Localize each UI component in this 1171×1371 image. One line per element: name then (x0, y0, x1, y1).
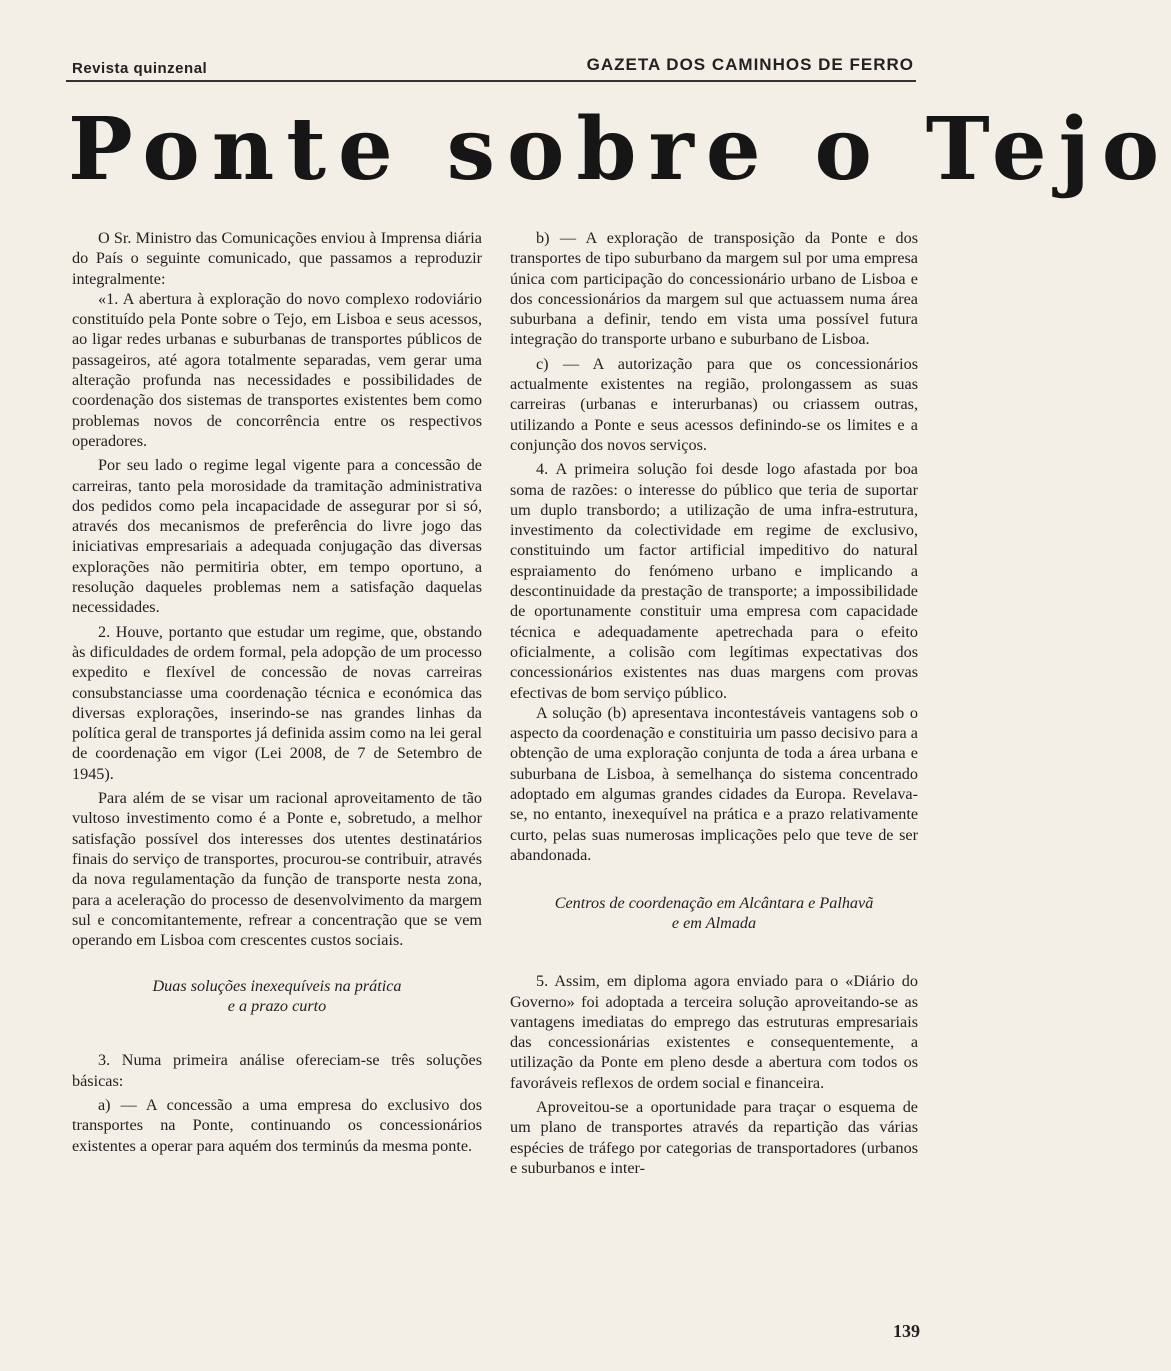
section-subheading (510, 893, 918, 933)
paragraph: Para além de se visar um racional aproveitamento de tão vultoso investimento como é a Ponte e, sobretudo, a melhor satisfação possível dos interesses dos utentes destinatários finais do serviço de transportes, procurou-se contribuir, através da nova regulamentação da função de transporte nesta zona, para a aceleração do processo de desenvolvimento da margem sul e concomitantemente, refrear a concentração que se vem operando em Lisboa com crescentes custos sociais. (72, 789, 482, 950)
subheading-line: e a prazo curto (227, 997, 327, 1016)
magazine-subtitle: Revista quinzenal (72, 60, 208, 77)
subheading-line: Centros de coordenação em Alcântara e Palhavã (554, 894, 874, 913)
paragraph: c) — A autorização para que os concessionários actualmente existentes na região, prolongassem as suas carreiras (urbanas e interurbanas) ou criassem outras, utilizando a Ponte e seus acessos definindo-se os limites e a conjunção dos novos serviços. (510, 354, 918, 454)
paragraph: a) — A concessão a uma empresa do exclusivo dos transportes na Ponte, continuando os concessionários existentes a operar para aquém dos terminús da mesma ponte. (72, 1095, 482, 1155)
paragraph: 3. Numa primeira análise ofereciam-se três soluções básicas: (72, 1051, 482, 1090)
paragraph: Aproveitou-se a oportunidade para traçar o esquema de um plano de transportes através da repartição das várias espécies de tráfego por categorias de transportadores (urbanos e suburbanos e inter- (510, 1097, 918, 1177)
paragraph: b) — A exploração de transposição da Ponte e dos transportes de tipo suburbano da margem sul por uma empresa única com participação do concessionário urbano de Lisboa e dos concessionários da margem sul que actuassem numa área suburbana a definir, tendo em vista uma possível futura integração do transporte urbano e suburbano de Lisboa. (510, 229, 918, 349)
paragraph: Por seu lado o regime legal vigente para a concessão de carreiras, tanto pela morosidade da tramitação administrativa dos pedidos como pela incapacidade de assegurar por si só, através dos mecanismos de preferência do livre jogo das iniciativas empresariais a adequada conjugação das diversas explorações não permitiria obter, em tempo oportuno, a resolução daqueles problemas nem a satisfação daquelas necessidades. (72, 456, 482, 617)
magazine-title: GAZETA DOS CAMINHOS DE FERRO (586, 55, 914, 74)
paragraph: 4. A primeira solução foi desde logo afastada por boa soma de razões: o interesse do público que teria de suportar um duplo transbordo; a utilização de uma infra-estrutura, investimento da colectividade em regime de exclusivo, constituindo um factor artificial impeditivo do natural espraiamento do fenómeno urbano e implicando a descontinuidade da prestação de transporte; a impossibilidade de oportunamente constituir uma empresa com capacidade técnica e adequadamente apetrechada para o efeito oficialmente, a colisão com legítimas expectativas dos concessionários existentes nas duas margens com provas efectivas de bom serviço público. (510, 460, 918, 702)
left-column (72, 228, 482, 1156)
paragraph: 2. Houve, portanto que estudar um regime, que, obstando às dificuldades de ordem formal, pela adopção de um processo expedito e flexível de concessão de novas carreiras consubstanciasse uma coordenação técnica e económica das diversas explorações, inserindo-se nas grandes linhas da política geral de transportes já definida assim como na lei geral de coordenação em vigor (Lei 2008, de 7 de Setembro de 1945). (72, 622, 482, 783)
subheading-line: e em Almada (671, 914, 757, 933)
subheading-line: Duas soluções inexequíveis na prática (152, 977, 402, 996)
section-subheading (72, 976, 482, 1016)
right-column (510, 228, 918, 1178)
paragraph: «1. A abertura à exploração do novo complexo rodoviário constituído pela Ponte sobre o Tejo, em Lisboa e seus acessos, ao ligar redes urbanas e suburbanas de transportes públicos de passageiros, até agora totalmente separadas, vem gerar uma alteração profunda nas necessidades e possibilidades de coordenação dos sistemas de transportes existentes bem como problemas novos de concorrência entre os respectivos operadores. (72, 289, 482, 450)
paragraph: A solução (b) apresentava incontestáveis vantagens sob o aspecto da coordenação e constituiria um passo decisivo para a obtenção de uma exploração conjunta de toda a área urbana e suburbana de Lisboa, à semelhança do sistema concentrado adoptado em algumas grandes cidades da Europa. Revelava-se, no entanto, inexequível na prática e a prazo relativamente curto, pelas suas numerosas implicações pelo que teve de ser abandonada. (510, 703, 918, 864)
header-divider (66, 80, 916, 82)
paragraph: O Sr. Ministro das Comunicações enviou à Imprensa diária do País o seguinte comunicado, que passamos a reproduzir integralmente: (72, 229, 482, 288)
article-title: Ponte sobre o Tejo (68, 99, 1171, 200)
paragraph: 5. Assim, em diploma agora enviado para o «Diário do Governo» foi adoptada a terceira solução aproveitando-se as vantagens imediatas do emprego das estruturas empresariais das concessionárias existentes e consequentemente, a utilização da Ponte em pleno desde a abertura com todos os favoráveis reflexos de ordem social e financeira. (510, 972, 918, 1092)
page-number: 139 (893, 1321, 920, 1341)
